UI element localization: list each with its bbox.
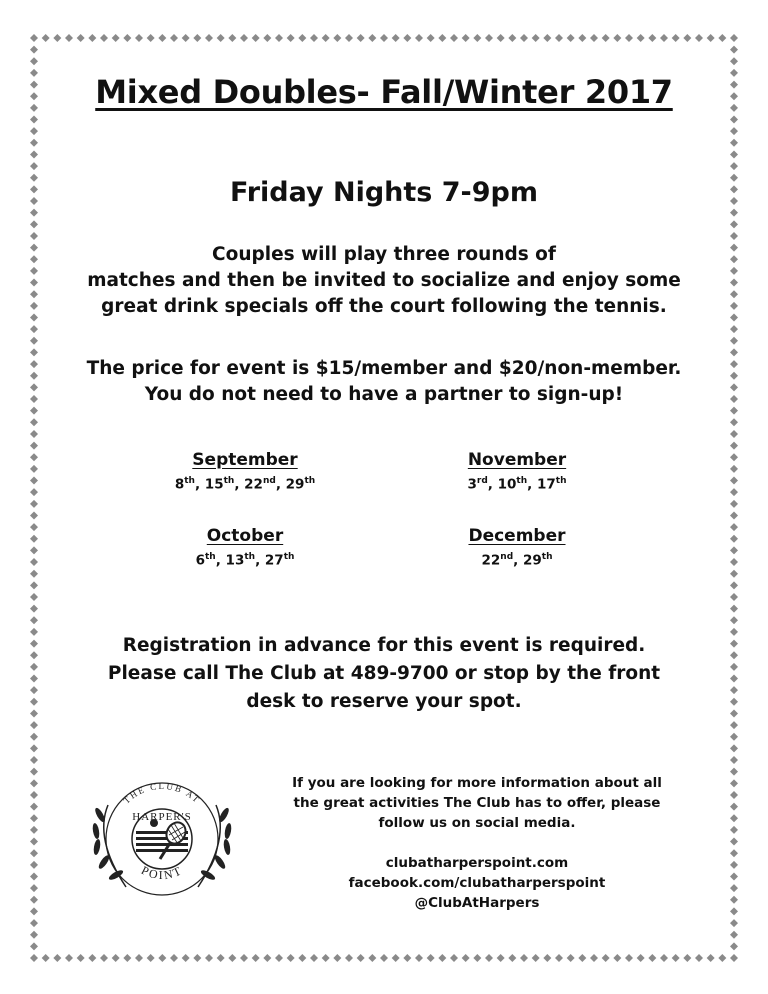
date-ordinal-suffix: nd [262,476,276,486]
border-diamond [730,430,738,438]
border-diamond [555,954,563,962]
border-diamond [718,954,726,962]
border-diamond [485,34,493,42]
border-diamond [672,954,680,962]
border-diamond [100,954,108,962]
flyer-subtitle: Friday Nights 7-9pm [229,177,539,208]
border-diamond [30,523,38,531]
border-diamond [30,57,38,65]
border-diamond [707,34,715,42]
border-diamond [730,593,738,601]
border-diamond [30,46,38,54]
schedule-december [402,526,632,569]
border-diamond [30,162,38,170]
border-diamond [730,488,738,496]
border-diamond [730,46,738,54]
border-diamond [298,34,306,42]
border-diamond [357,954,365,962]
border-diamond [392,954,400,962]
date-ordinal-suffix: th [304,476,316,486]
date-ordinal-suffix: th [516,476,528,486]
border-diamond [730,337,738,345]
border-diamond [147,34,155,42]
border-diamond [182,954,190,962]
month-name: October [206,526,284,546]
border-diamond [730,803,738,811]
border-diamond [30,209,38,217]
border-diamond [660,34,668,42]
registration-line: Registration in advance for this event is required. [122,635,646,656]
border-diamond [30,477,38,485]
border-diamond [730,931,738,939]
social-intro [262,773,692,833]
border-diamond [30,954,38,962]
border-diamond [730,546,738,554]
border-diamond [112,34,120,42]
twitter-handle[interactable]: @ClubAtHarpers [414,895,540,911]
border-diamond [135,954,143,962]
border-diamond [30,605,38,613]
border-diamond [42,34,50,42]
border-diamond [205,34,213,42]
border-diamond [263,954,271,962]
border-diamond [730,162,738,170]
logo-name-bottom: POINT [139,863,185,883]
border-diamond [730,826,738,834]
border-diamond [30,884,38,892]
border-diamond [730,605,738,613]
description-line: Couples will play three rounds of [212,244,556,265]
website-link[interactable]: clubatharperspoint.com [385,855,569,871]
facebook-link[interactable]: facebook.com/clubatharperspoint [348,875,606,891]
month-name: December [468,526,566,546]
border-diamond [30,931,38,939]
border-diamond [730,511,738,519]
border-diamond [135,34,143,42]
border-diamond [648,954,656,962]
border-diamond [438,954,446,962]
border-diamond [275,34,283,42]
border-diamond [730,220,738,228]
border-diamond [730,744,738,752]
border-diamond [730,570,738,578]
border-diamond [30,558,38,566]
border-diamond [322,34,330,42]
date-ordinal-suffix: th [244,552,256,562]
border-diamond [695,34,703,42]
border-diamond [30,779,38,787]
border-diamond [88,34,96,42]
border-diamond [30,139,38,147]
border-diamond [88,954,96,962]
border-diamond [730,523,738,531]
border-diamond [730,209,738,217]
border-diamond [30,325,38,333]
border-diamond [555,34,563,42]
border-diamond [158,954,166,962]
border-diamond [380,34,388,42]
border-diamond [730,34,738,42]
border-diamond [625,34,633,42]
border-diamond [65,34,73,42]
border-diamond [730,884,738,892]
border-diamond [30,803,38,811]
border-diamond [30,768,38,776]
border-diamond [30,418,38,426]
border-diamond [147,954,155,962]
date-number: 8 [174,476,185,493]
flyer-title: Mixed Doubles- Fall/Winter 2017 [95,73,673,111]
date-ordinal-suffix: rd [476,476,488,486]
border-diamond [30,593,38,601]
border-diamond [485,954,493,962]
border-diamond [730,779,738,787]
border-diamond [730,465,738,473]
border-diamond [333,954,341,962]
border-diamond [30,570,38,578]
border-diamond [730,150,738,158]
month-name: September [192,450,298,470]
border-diamond [730,127,738,135]
border-diamond [730,721,738,729]
border-diamond [217,34,225,42]
border-diamond [30,488,38,496]
price-info [0,356,768,408]
border-diamond [625,954,633,962]
border-diamond [730,756,738,764]
border-diamond [602,954,610,962]
date-number: 17 [536,476,556,493]
border-diamond [228,34,236,42]
border-diamond [170,954,178,962]
border-diamond [473,34,481,42]
date-number: 10 [497,476,517,493]
date-number: 3 [467,476,477,493]
border-diamond [730,581,738,589]
border-diamond [730,872,738,880]
schedule-september [130,450,360,493]
border-diamond [637,954,645,962]
border-diamond [30,872,38,880]
border-diamond [30,430,38,438]
border-diamond [590,954,598,962]
border-diamond [123,34,131,42]
border-diamond [30,616,38,624]
schedule-october [130,526,360,569]
registration-info [0,632,768,716]
date-number: 15 [204,476,224,493]
border-diamond [648,34,656,42]
border-diamond [672,34,680,42]
border-diamond [333,34,341,42]
border-diamond [520,34,528,42]
border-diamond [613,34,621,42]
border-diamond [508,954,516,962]
border-diamond [53,954,61,962]
border-diamond [590,34,598,42]
border-diamond [30,896,38,904]
month-name: November [467,450,567,470]
border-diamond [30,232,38,240]
border-diamond [730,139,738,147]
border-diamond [427,954,435,962]
border-diamond [322,954,330,962]
border-diamond [543,954,551,962]
border-diamond [718,34,726,42]
border-diamond [450,34,458,42]
border-diamond [380,954,388,962]
border-diamond [730,907,738,915]
date-number: 27 [264,552,284,569]
border-diamond [30,838,38,846]
border-diamond [275,954,283,962]
date-ordinal-suffix: th [541,552,553,562]
border-diamond [730,57,738,65]
border-diamond [497,954,505,962]
border-diamond [30,116,38,124]
month-dates: 22nd, 29th [481,552,553,569]
border-diamond [415,954,423,962]
border-diamond [310,34,318,42]
border-diamond [30,721,38,729]
border-diamond [170,34,178,42]
border-diamond [403,954,411,962]
border-diamond [30,465,38,473]
border-diamond [520,954,528,962]
border-diamond [683,954,691,962]
border-diamond [567,954,575,962]
border-diamond [730,896,738,904]
price-line: The price for event is $15/member and $20/non-member. [86,358,682,379]
border-diamond [730,733,738,741]
border-diamond [497,34,505,42]
border-diamond [730,942,738,950]
registration-line: Please call The Club at 489-9700 or stop by the front [107,663,661,684]
date-number: 22 [244,476,263,493]
date-number: 22 [481,552,501,569]
border-diamond [730,442,738,450]
border-diamond [683,34,691,42]
border-diamond [730,919,738,927]
border-diamond [368,34,376,42]
border-diamond [462,954,470,962]
border-diamond [567,34,575,42]
date-ordinal-suffix: th [283,552,295,562]
border-diamond [77,954,85,962]
schedule-november [402,450,632,493]
border-diamond [613,954,621,962]
border-diamond [30,756,38,764]
border-diamond [30,849,38,857]
border-diamond [637,34,645,42]
svg-text:THE CLUB AT [121,781,202,806]
border-diamond [30,337,38,345]
border-diamond [578,954,586,962]
border-diamond [193,34,201,42]
date-number: 13 [225,552,245,569]
border-diamond [30,826,38,834]
border-diamond [357,34,365,42]
border-diamond [427,34,435,42]
border-diamond [543,34,551,42]
border-diamond [730,535,738,543]
border-diamond [730,838,738,846]
price-line: You do not need to have a partner to sign-up! [144,384,624,405]
border-diamond [287,34,295,42]
border-diamond [263,34,271,42]
border-diamond [30,733,38,741]
border-diamond [123,954,131,962]
border-diamond [730,500,738,508]
registration-line: desk to reserve your spot. [246,691,522,712]
border-diamond [30,919,38,927]
border-diamond [578,34,586,42]
border-diamond [392,34,400,42]
border-diamond [158,34,166,42]
date-number: 29 [285,476,305,493]
border-diamond [30,791,38,799]
border-diamond [310,954,318,962]
border-diamond [730,954,738,962]
border-diamond [730,791,738,799]
border-diamond [240,954,248,962]
border-diamond [403,34,411,42]
border-diamond [508,34,516,42]
border-diamond [532,954,540,962]
month-dates: 6th, 13th, 27th [195,552,295,569]
border-diamond [450,954,458,962]
club-logo [86,775,238,899]
border-diamond [298,954,306,962]
date-ordinal-suffix: th [223,476,235,486]
border-diamond [217,954,225,962]
border-diamond [53,34,61,42]
border-diamond [695,954,703,962]
border-diamond [730,814,738,822]
info-line: If you are looking for more information about all [292,775,662,791]
border-diamond [438,34,446,42]
info-line: follow us on social media. [378,815,576,831]
border-diamond [730,861,738,869]
border-diamond [30,581,38,589]
description-line: great drink specials off the court following the tennis. [101,296,667,317]
border-diamond [30,442,38,450]
border-diamond [730,453,738,461]
border-diamond [287,954,295,962]
social-links [262,853,692,913]
date-number: 6 [195,552,205,569]
date-number: 29 [522,552,542,569]
border-diamond [77,34,85,42]
border-diamond [730,558,738,566]
border-diamond [30,220,38,228]
date-ordinal-suffix: th [184,476,195,486]
border-diamond [100,34,108,42]
border-diamond [240,34,248,42]
border-diamond [415,34,423,42]
border-diamond [30,814,38,822]
border-diamond [252,34,260,42]
border-diamond [30,861,38,869]
tennis-racket-icon [136,819,189,859]
border-diamond [228,954,236,962]
border-diamond [730,477,738,485]
border-diamond [112,954,120,962]
border-diamond [30,942,38,950]
date-ordinal-suffix: th [555,476,567,486]
date-ordinal-suffix: th [204,552,216,562]
border-diamond [660,954,668,962]
border-diamond [30,744,38,752]
border-diamond [182,34,190,42]
svg-text:POINT [139,863,185,882]
border-diamond [30,546,38,554]
border-diamond [42,954,50,962]
border-diamond [602,34,610,42]
border-diamond [368,954,376,962]
border-diamond [30,150,38,158]
month-dates: 3rd, 10th, 17th [467,476,567,493]
border-diamond [730,849,738,857]
border-diamond [65,954,73,962]
border-diamond [462,34,470,42]
border-diamond [730,616,738,624]
border-diamond [473,954,481,962]
logo-arc-text: THE CLUB AT [121,780,203,806]
border-diamond [30,453,38,461]
month-dates: 8th, 15th, 22nd, 29th [174,476,316,493]
border-diamond [730,768,738,776]
border-diamond [30,535,38,543]
border-diamond [730,116,738,124]
border-diamond [30,500,38,508]
border-diamond [345,954,353,962]
border-diamond [345,34,353,42]
border-diamond [30,907,38,915]
border-diamond [730,418,738,426]
border-diamond [30,511,38,519]
border-diamond [532,34,540,42]
info-line: the great activities The Club has to offer, please [293,795,661,811]
description-line: matches and then be invited to socialize and enjoy some [87,270,681,291]
date-ordinal-suffix: nd [500,552,514,562]
logo-name-top: HARPER'S [132,811,192,823]
event-description [0,242,768,320]
border-diamond [730,232,738,240]
border-diamond [30,34,38,42]
border-diamond [30,127,38,135]
border-diamond [707,954,715,962]
border-diamond [193,954,201,962]
border-diamond [205,954,213,962]
border-diamond [730,325,738,333]
border-diamond [252,954,260,962]
